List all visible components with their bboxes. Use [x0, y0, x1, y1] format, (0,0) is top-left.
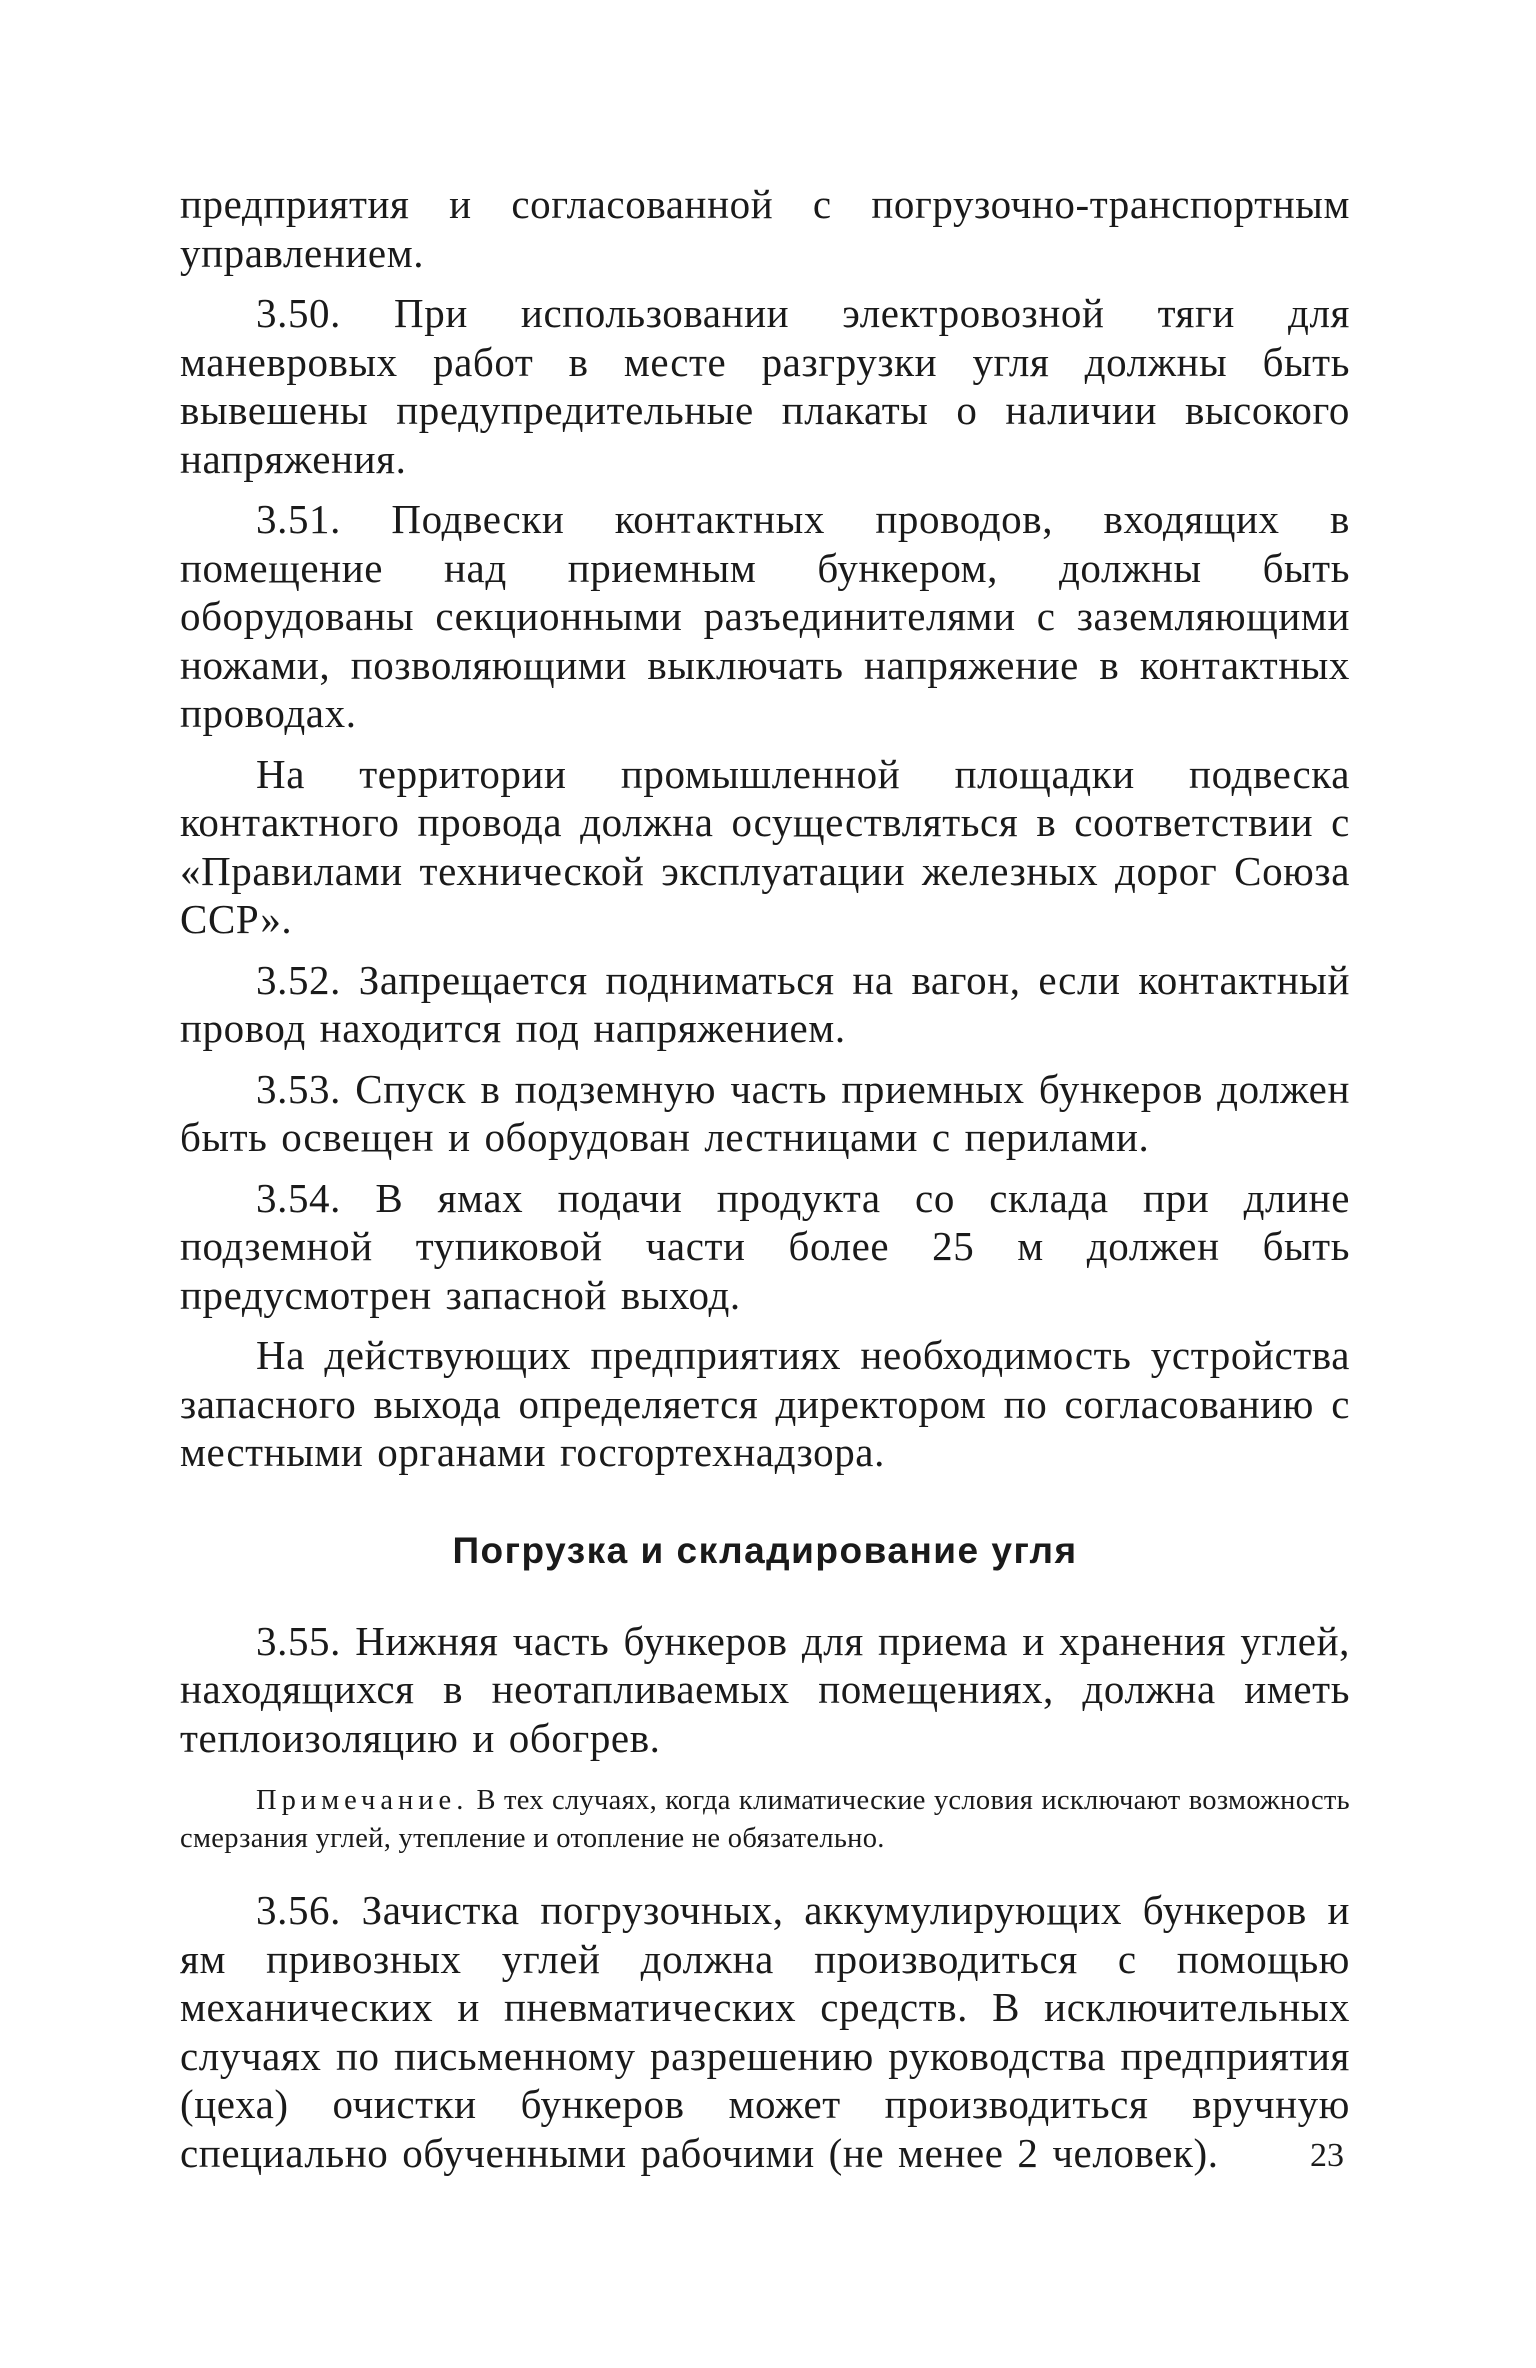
- paragraph-3-51: 3.51. Подвески контактных проводов, входящих в помещение над приемным бункером, должны быть оборудованы секционными разъединителями с заземляющими ножами, позволяющими выключать напряжение в контактных проводах.: [180, 496, 1350, 736]
- section-heading: Погрузка и складирование угля: [452, 1529, 1078, 1571]
- paragraph-3-53: 3.53. Спуск в подземную часть приемных бункеров должен быть освещен и оборудован лестницами с перилами.: [180, 1065, 1350, 1160]
- paragraph-3-55: 3.55. Нижняя часть бункеров для приема и хранения углей, находящихся в неотапливаемых помещениях, должна иметь теплоизоляцию и обогрев.: [180, 1617, 1350, 1761]
- document-page: [180, 180, 1350, 2189]
- note: [180, 1782, 1350, 1858]
- paragraph-3-52: 3.52. Запрещается подниматься на вагон, если контактный провод находится под напряжением.: [180, 956, 1350, 1051]
- note-label: Примечание.: [256, 1785, 469, 1816]
- note-text: В тех случаях, когда климатические условия исключают возможность смерзания углей, утепление и отопление не обязательно.: [180, 1785, 1350, 1854]
- paragraph-3-51-cont: На территории промышленной площадки подвеска контактного провода должна осуществляться в соответствии с «Правилами технической эксплуатации железных дорог Союза ССР».: [180, 750, 1350, 942]
- paragraph-3-56: 3.56. Зачистка погрузочных, аккумулирующих бункеров и ям привозных углей должна производиться с помощью механических и пневматических средств. В исключительных случаях по письменному разрешению руководства предприятия (цеха) очистки бункеров может производиться вручную специально обученными рабочими (не менее 2 человек).: [180, 1887, 1350, 2176]
- paragraph-3-54: 3.54. В ямах подачи продукта со склада при длине подземной тупиковой части более 25 м должен быть предусмотрен запасной выход.: [180, 1174, 1350, 1318]
- paragraph-continuation: предприятия и согласованной с погрузочно-транспортным управлением.: [180, 181, 1350, 276]
- paragraph-3-50: 3.50. При использовании электровозной тяги для маневровых работ в месте разгрузки угля должны быть вывешены предупредительные плакаты о наличии высокого напряжения.: [180, 290, 1350, 482]
- page-number: 23: [1310, 2137, 1344, 2174]
- paragraph-3-54-cont: На действующих предприятиях необходимость устройства запасного выхода определяется директором по согласованию с местными органами госгортехнадзора.: [180, 1332, 1350, 1475]
